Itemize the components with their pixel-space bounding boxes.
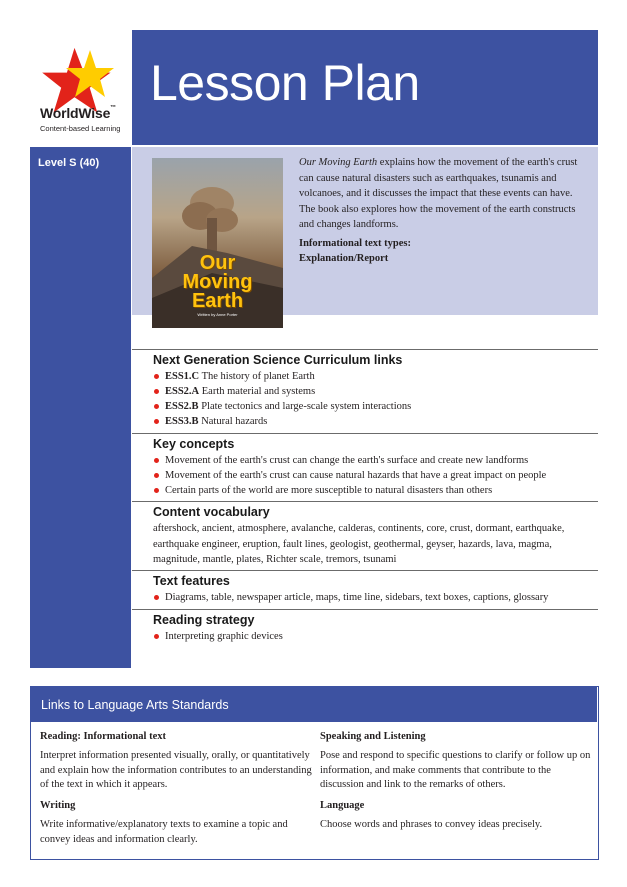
divider: [132, 609, 598, 610]
cover-author: Written by Anne Porter: [197, 312, 238, 317]
text-types: Informational text types: Explanation/Report: [299, 238, 411, 264]
language-text: Choose words and phrases to convey ideas precisely.: [320, 819, 543, 830]
list-item: ESS1.C The history of planet Earth: [153, 369, 593, 384]
divider: [132, 349, 598, 350]
reading-strategy-title: Reading strategy: [153, 613, 255, 627]
writing-heading: Writing: [40, 800, 76, 811]
science-links-list: [153, 369, 593, 429]
vocabulary-title: Content vocabulary: [153, 505, 270, 519]
page-title: Lesson Plan: [150, 55, 420, 111]
vocabulary-text: aftershock, ancient, atmosphere, avalanche, calderas, continents, core, crust, dormant, earthquake, earthquake engineer, eruption, fault lines, geologist, geothermal, geyser, hazards, lava, magma, magnitude, mantle, plates, Richter scale, tremors, tsunami: [153, 523, 565, 565]
key-concepts-title: Key concepts: [153, 437, 235, 451]
writing-text: Write informative/explanatory texts to examine a topic and convey ideas and information clearly.: [40, 819, 288, 845]
divider: [132, 433, 598, 434]
left-sidebar: [30, 147, 131, 668]
list-item: ESS2.A Earth material and systems: [153, 384, 593, 399]
list-item: Interpreting graphic devices: [153, 629, 593, 644]
divider: [132, 501, 598, 502]
key-concepts-list: [153, 453, 593, 498]
text-features-list: [153, 590, 593, 605]
list-item: Certain parts of the world are more susceptible to natural disasters than others: [153, 483, 593, 498]
reading-heading: Reading: Informational text: [40, 731, 166, 742]
level-label: Level S (40): [38, 157, 100, 169]
list-item: Movement of the earth's crust can change the earth's surface and create new landforms: [153, 453, 593, 468]
list-item: ESS3.B Natural hazards: [153, 414, 593, 429]
list-item: Movement of the earth's crust can cause natural hazards that have a great impact on people: [153, 468, 593, 483]
red-star-icon: [42, 48, 110, 113]
book-cover-image: [152, 158, 283, 328]
divider: [132, 570, 598, 571]
speaking-text: Pose and respond to specific questions to clarify or follow up on information, and make comments that contribute to the discussion and link to the remarks of others.: [320, 750, 591, 790]
list-item: ESS2.B Plate tectonics and large-scale system interactions: [153, 399, 593, 414]
speaking-heading: Speaking and Listening: [320, 731, 426, 742]
list-item: Diagrams, table, newspaper article, maps, time line, sidebars, text boxes, captions, glossary: [153, 590, 593, 605]
science-links-title: Next Generation Science Curriculum links: [153, 353, 403, 367]
book-summary: Our Moving Earth explains how the movement of the earth's crust can cause natural disasters such as earthquakes, tsunamis and volcanoes, and it discusses the impact that these events can have. The book also explores how the movement of the earth constructs and changes landforms.: [299, 157, 578, 230]
reading-text: Interpret information presented visually, orally, or quantitatively and explain how the information contributes to an understanding of the text in which it appears.: [40, 750, 312, 790]
standards-title: Links to Language Arts Standards: [41, 698, 229, 712]
language-heading: Language: [320, 800, 365, 811]
reading-strategy-list: [153, 629, 593, 644]
text-features-title: Text features: [153, 574, 230, 588]
cover-title: Our Moving Earth: [182, 252, 253, 312]
logo-brand: WorldWise™: [40, 105, 116, 121]
logo-tagline: Content-based Learning: [40, 124, 121, 133]
